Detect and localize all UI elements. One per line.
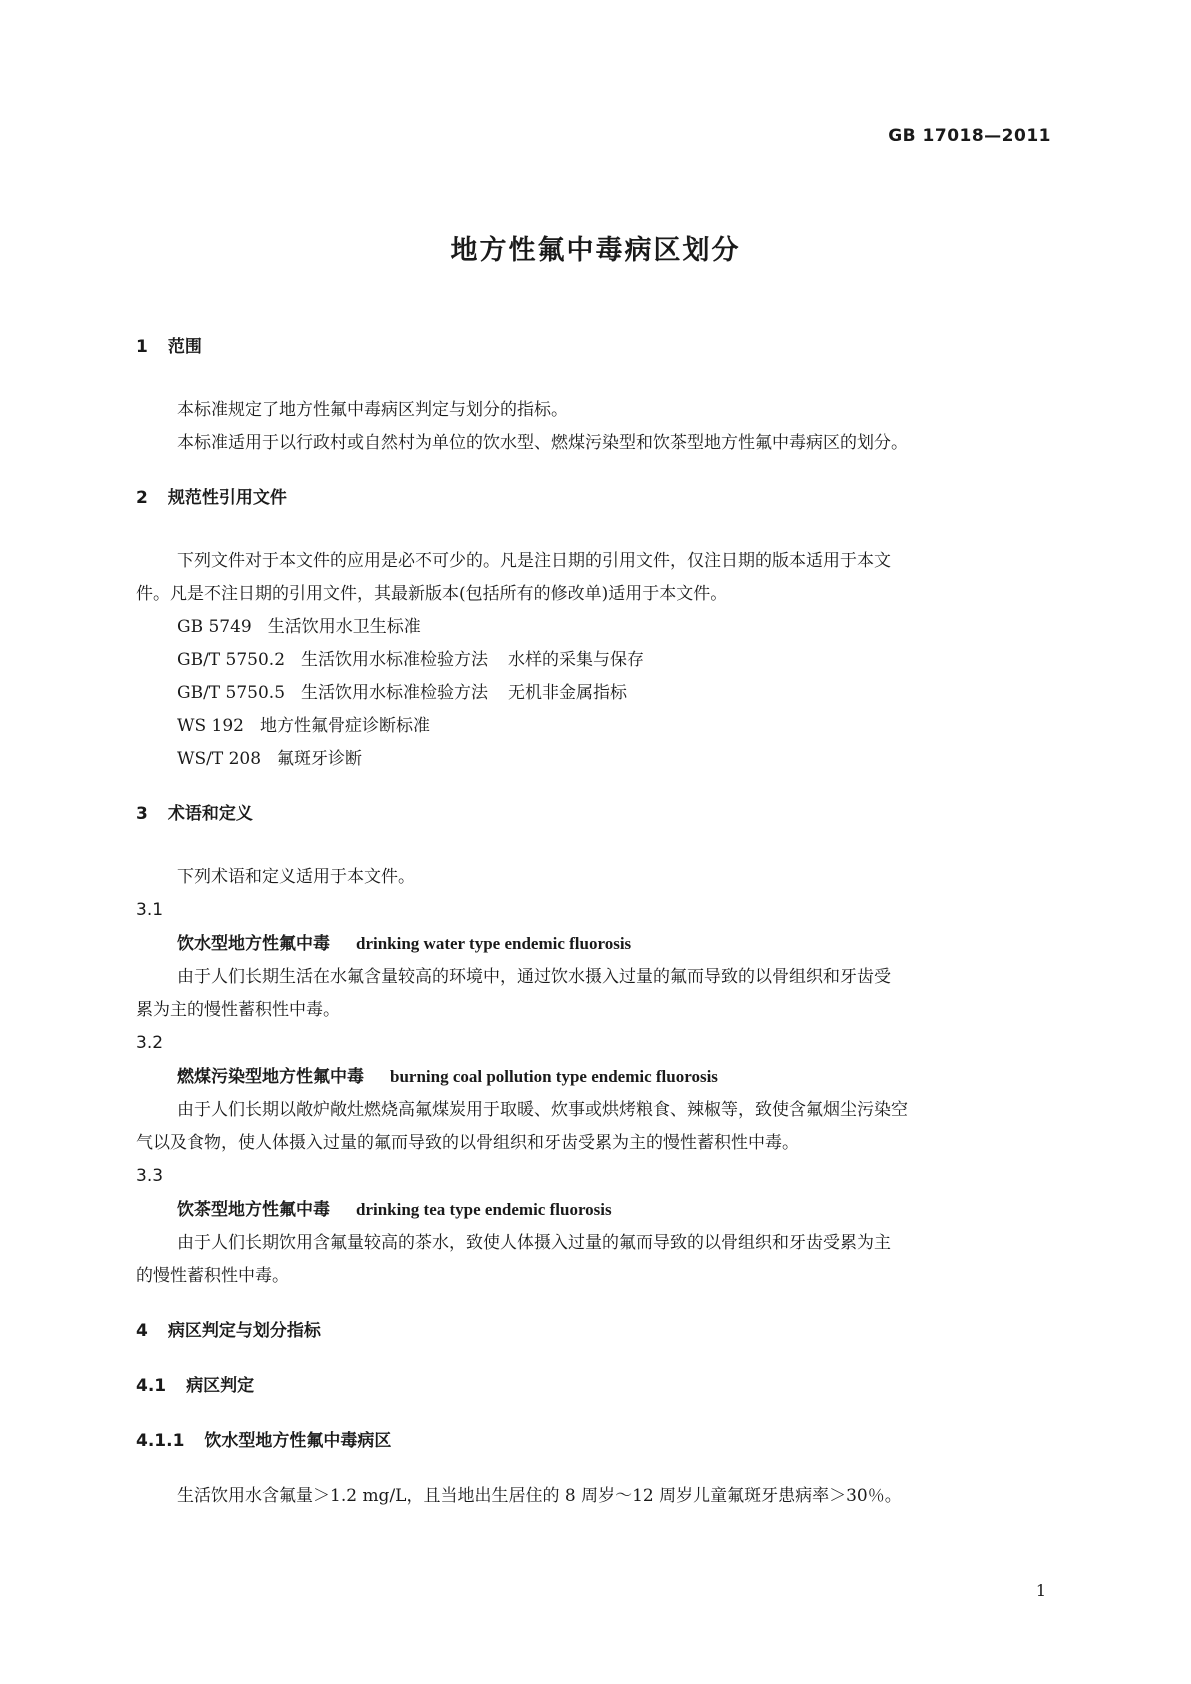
reference-name: 地方性氟骨症诊断标准 bbox=[259, 716, 430, 736]
subsection-4-1-heading bbox=[136, 1370, 1061, 1403]
paragraph: 本标准规定了地方性氟中毒病区判定与划分的指标。 bbox=[177, 400, 568, 420]
term-english: burning coal pollution type endemic fluorosis bbox=[390, 1067, 718, 1086]
definition-line: 的慢性蓄积性中毒。 bbox=[136, 1266, 289, 1286]
definition-line: 由于人们长期以敞炉敞灶燃烧高氟煤炭用于取暖、炊事或烘烤粮食、辣椒等，致使含氟烟尘污染空 bbox=[177, 1100, 908, 1120]
section-number: 4.1.1 bbox=[136, 1431, 185, 1451]
section-title: 病区判定与划分指标 bbox=[167, 1321, 321, 1341]
reference-name: 生活饮用水标准检验方法 bbox=[301, 650, 489, 670]
section-4-heading bbox=[136, 1315, 1061, 1348]
section-1-heading bbox=[136, 331, 1061, 364]
term-chinese: 饮水型地方性氟中毒 bbox=[177, 934, 330, 954]
paragraph: 本标准适用于以行政村或自然村为单位的饮水型、燃煤污染型和饮茶型地方性氟中毒病区的划分。 bbox=[177, 433, 908, 453]
term-english: drinking water type endemic fluorosis bbox=[356, 934, 632, 953]
reference-code: WS/T 208 bbox=[177, 749, 262, 769]
definition-line: 气以及食物，使人体摄入过量的氟而导致的以骨组织和牙齿受累为主的慢性蓄积性中毒。 bbox=[136, 1133, 799, 1153]
paragraph: 下列术语和定义适用于本文件。 bbox=[177, 867, 415, 887]
section-3-heading bbox=[136, 798, 1061, 831]
reference-code: WS 192 bbox=[177, 716, 244, 736]
reference-code: GB/T 5750.5 bbox=[177, 683, 286, 703]
term-entry bbox=[136, 1193, 1061, 1227]
section-number: 4.1 bbox=[136, 1376, 167, 1396]
reference-name: 生活饮用水标准检验方法 bbox=[301, 683, 489, 703]
paragraph: 生活饮用水含氟量＞1.2 mg/L，且当地出生居住的 8 周岁～12 周岁儿童氟斑牙患病率＞30％。 bbox=[177, 1486, 902, 1506]
section-number: 2 bbox=[136, 488, 148, 508]
section-title: 规范性引用文件 bbox=[167, 488, 287, 508]
document-body bbox=[136, 331, 1061, 1513]
paragraph-line: 件。凡是不注日期的引用文件，其最新版本(包括所有的修改单)适用于本文件。 bbox=[136, 584, 728, 604]
term-entry bbox=[136, 927, 1061, 961]
standard-code: GB 17018—2011 bbox=[888, 126, 1051, 146]
reference-item bbox=[136, 677, 1061, 710]
section-number: 1 bbox=[136, 337, 148, 357]
term-entry bbox=[136, 1060, 1061, 1094]
section-title: 范围 bbox=[167, 337, 202, 357]
section-number: 4 bbox=[136, 1321, 148, 1341]
reference-subtitle: 无机非金属指标 bbox=[508, 683, 628, 703]
document-title: 地方性氟中毒病区划分 bbox=[450, 235, 741, 266]
reference-code: GB 5749 bbox=[177, 617, 252, 637]
term-english: drinking tea type endemic fluorosis bbox=[356, 1200, 612, 1219]
reference-item bbox=[136, 743, 1061, 776]
reference-name: 生活饮用水卫生标准 bbox=[267, 617, 421, 637]
section-title: 饮水型地方性氟中毒病区 bbox=[204, 1431, 392, 1451]
section-number: 3 bbox=[136, 804, 148, 824]
reference-item bbox=[136, 710, 1061, 743]
subsection-4-1-1-heading bbox=[136, 1425, 1061, 1458]
term-chinese: 饮茶型地方性氟中毒 bbox=[177, 1200, 330, 1220]
definition-line: 由于人们长期饮用含氟量较高的茶水，致使人体摄入过量的氟而导致的以骨组织和牙齿受累为主 bbox=[177, 1233, 891, 1253]
paragraph-line: 下列文件对于本文件的应用是必不可少的。凡是注日期的引用文件，仅注日期的版本适用于本文 bbox=[177, 551, 891, 571]
reference-item bbox=[136, 644, 1061, 677]
reference-name: 氟斑牙诊断 bbox=[277, 749, 363, 769]
definition-line: 累为主的慢性蓄积性中毒。 bbox=[136, 1000, 340, 1020]
clause-number: 3.1 bbox=[136, 900, 164, 920]
term-chinese: 燃煤污染型地方性氟中毒 bbox=[177, 1067, 364, 1087]
reference-code: GB/T 5750.2 bbox=[177, 650, 286, 670]
page-number: 1 bbox=[1035, 1581, 1046, 1600]
section-title: 术语和定义 bbox=[167, 804, 253, 824]
reference-item bbox=[136, 611, 1061, 644]
section-title: 病区判定 bbox=[186, 1376, 255, 1396]
section-2-heading bbox=[136, 482, 1061, 515]
reference-subtitle: 水样的采集与保存 bbox=[508, 650, 645, 670]
definition-line: 由于人们长期生活在水氟含量较高的环境中，通过饮水摄入过量的氟而导致的以骨组织和牙齿受 bbox=[177, 967, 891, 987]
clause-number: 3.2 bbox=[136, 1033, 164, 1053]
clause-number: 3.3 bbox=[136, 1166, 164, 1186]
